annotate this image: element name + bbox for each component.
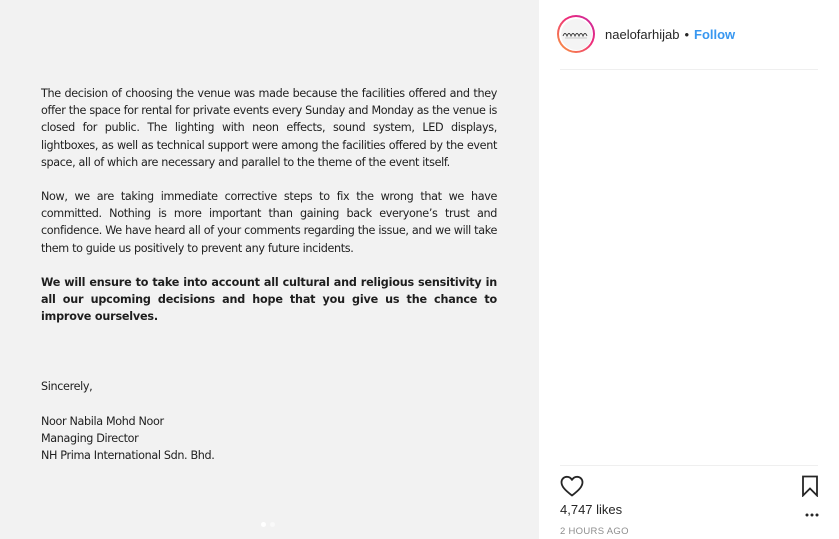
letter-body — [41, 85, 497, 325]
like-count[interactable]: 4,747 likes — [560, 502, 623, 517]
letter-signature — [41, 413, 215, 465]
letter-paragraph-1: The decision of choosing the venue was made because the facilities offered and they offer the space for rental for private events every Sunday and Monday as the venue is closed for public. The lighting with neon effects, sound system, LED displays, lightboxes, as well as technical support were among the facilities offered by the event space, all of which are necessary and parallel to the theme of the event itself. — [41, 87, 497, 169]
letter-paragraph-2: Now, we are taking immediate corrective steps to fix the wrong that we have committed. Nothing is more important than gaining back everyone’s trust and confidence. We have heard all of your comments regarding the issue, and we will take them to guide us positively to prevent any future incidents. — [41, 190, 497, 255]
username[interactable]: naelofarhijab — [605, 26, 680, 42]
letter-paragraph-3: We will ensure to take into account all cultural and religious sensitivity in all our upcoming decisions and hope that you give us the chance to improve ourselves. — [41, 275, 497, 324]
carousel-indicator — [261, 522, 275, 527]
divider — [560, 465, 818, 466]
more-icon[interactable] — [805, 509, 819, 521]
avatar-logo-icon — [562, 28, 590, 40]
carousel-dot-active[interactable] — [261, 522, 266, 527]
post-header — [557, 12, 735, 56]
avatar-ring — [559, 17, 593, 51]
post-timestamp[interactable]: 2 HOURS AGO — [560, 526, 629, 537]
post-sidebar — [539, 0, 839, 539]
signature-name: Noor Nabila Mohd Noor — [41, 415, 164, 428]
avatar[interactable] — [557, 15, 595, 53]
letter-signoff: Sincerely, — [41, 380, 93, 393]
signature-company: NH Prima International Sdn. Bhd. — [41, 449, 215, 463]
carousel-dot[interactable] — [270, 522, 275, 527]
bookmark-icon[interactable] — [801, 475, 819, 497]
avatar-logo — [561, 19, 592, 50]
separator-dot: • — [684, 26, 690, 42]
signature-title: Managing Director — [41, 432, 139, 446]
follow-button[interactable]: Follow — [694, 26, 736, 42]
heart-icon[interactable] — [560, 475, 584, 497]
divider — [560, 69, 818, 70]
